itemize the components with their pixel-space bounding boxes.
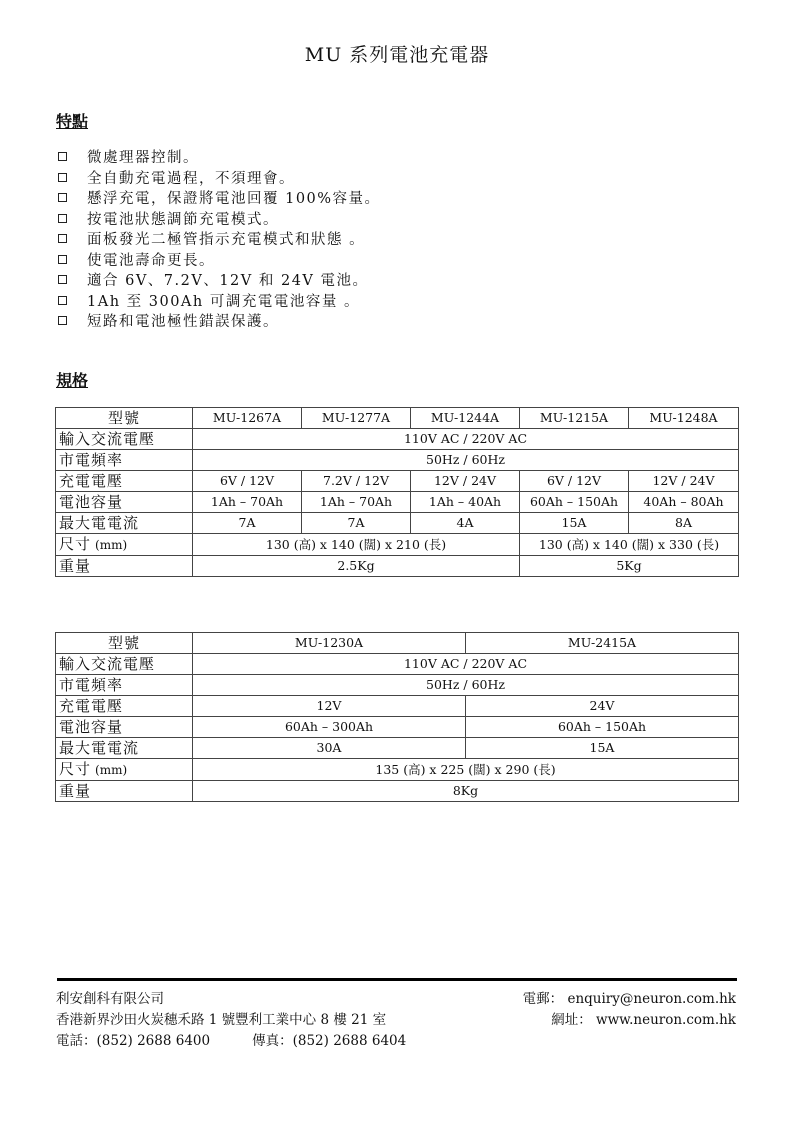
row-label-weight: 重量 [56,556,193,577]
email-line [523,989,736,1010]
size-cell: 135 (高) x 225 (闊) x 290 (長) [193,759,739,781]
current-cell: 8A [629,513,739,534]
feature-item: 微處理器控制。 [58,148,381,169]
table-row [56,513,739,534]
checkbox-bullet-icon [58,316,67,325]
table-row [56,556,739,577]
checkbox-bullet-icon [58,275,67,284]
table-row [56,738,739,759]
model-cell: MU-1267A [193,408,302,429]
table-row [56,492,739,513]
table-row [56,696,739,717]
current-cell: 15A [466,738,739,759]
row-label-capacity: 電池容量 [56,492,193,513]
charge-voltage-cell: 12V / 24V [411,471,520,492]
row-label-model: 型號 [56,408,193,429]
tel-number: (852) 2688 6400 [96,1033,211,1049]
capacity-cell: 1Ah – 70Ah [302,492,411,513]
row-label-model: 型號 [56,633,193,654]
size-label: 尺寸 [59,535,92,553]
model-cell: MU-1248A [629,408,739,429]
current-cell: 30A [193,738,466,759]
size-unit: (mm) [95,538,128,552]
size-cell: 130 (高) x 140 (闊) x 330 (長) [520,534,739,556]
checkbox-bullet-icon [58,193,67,202]
footer-online [523,989,736,1031]
size-label: 尺寸 [59,760,92,778]
phone-fax-line [56,1031,406,1052]
feature-item: 全自動充電過程，不須理會。 [58,169,381,190]
table-row [56,717,739,738]
capacity-cell: 1Ah – 40Ah [411,492,520,513]
footer-divider [57,978,737,981]
charge-voltage-cell: 6V / 12V [193,471,302,492]
web-label: 網址： [551,1012,592,1028]
row-label-input: 輸入交流電壓 [56,654,193,675]
table-row [56,759,739,781]
charge-voltage-cell: 24V [466,696,739,717]
model-cell: MU-1244A [411,408,520,429]
capacity-cell: 60Ah – 150Ah [520,492,629,513]
table-row [56,654,739,675]
row-label-charge-voltage: 充電電壓 [56,696,193,717]
feature-item: 適合 6V、7.2V、12V 和 24V 電池。 [58,271,381,292]
spec-table-1 [55,407,739,577]
fax-label: 傳真： [252,1033,293,1049]
feature-item: 按電池狀態調節充電模式。 [58,210,381,231]
row-label-size [56,759,193,781]
company-address: 香港新界沙田火炭穗禾路 1 號豐利工業中心 8 樓 21 室 [56,1012,387,1028]
tel-label: 電話： [56,1033,97,1049]
charge-voltage-cell: 12V [193,696,466,717]
feature-item: 短路和電池極性錯誤保護。 [58,312,381,333]
input-voltage-cell: 110V AC / 220V AC [193,654,739,675]
input-voltage-cell: 110V AC / 220V AC [193,429,739,450]
checkbox-bullet-icon [58,214,67,223]
email-link[interactable]: enquiry@neuron.com.hk [567,991,736,1007]
feature-item: 懸浮充電，保證將電池回覆 100%容量。 [58,189,381,210]
fax-number: (852) 2688 6404 [292,1033,407,1049]
row-label-input: 輸入交流電壓 [56,429,193,450]
table-row [56,471,739,492]
row-label-capacity: 電池容量 [56,717,193,738]
model-cell: MU-2415A [466,633,739,654]
checkbox-bullet-icon [58,255,67,264]
row-label-weight: 重量 [56,781,193,802]
frequency-cell: 50Hz / 60Hz [193,450,739,471]
row-label-max-current: 最大電電流 [56,513,193,534]
row-label-max-current: 最大電電流 [56,738,193,759]
website-link[interactable]: www.neuron.com.hk [596,1012,736,1028]
table-row [56,450,739,471]
weight-cell: 5Kg [520,556,739,577]
table-row [56,429,739,450]
weight-cell: 8Kg [193,781,739,802]
row-label-frequency: 市電頻率 [56,450,193,471]
email-label: 電郵： [522,991,564,1007]
checkbox-bullet-icon [58,296,67,305]
feature-item: 1Ah 至 300Ah 可調充電電池容量 。 [58,292,381,313]
table-row [56,408,739,429]
footer-contact [56,989,406,1052]
row-label-charge-voltage: 充電電壓 [56,471,193,492]
capacity-cell: 60Ah – 300Ah [193,717,466,738]
table-row [56,781,739,802]
web-line [523,1010,736,1031]
capacity-cell: 40Ah – 80Ah [629,492,739,513]
capacity-cell: 1Ah – 70Ah [193,492,302,513]
company-name: 利安創科有限公司 [56,991,164,1007]
feature-item: 面板發光二極管指示充電模式和狀態 。 [58,230,381,251]
checkbox-bullet-icon [58,173,67,182]
size-cell: 130 (高) x 140 (闊) x 210 (長) [193,534,520,556]
row-label-size [56,534,193,556]
weight-cell: 2.5Kg [193,556,520,577]
table-row [56,534,739,556]
size-unit: (mm) [95,763,128,777]
current-cell: 4A [411,513,520,534]
document-title: MU 系列電池充電器 [304,44,490,66]
current-cell: 7A [193,513,302,534]
table-row [56,633,739,654]
row-label-frequency: 市電頻率 [56,675,193,696]
charge-voltage-cell: 12V / 24V [629,471,739,492]
charge-voltage-cell: 6V / 12V [520,471,629,492]
features-list [58,148,381,333]
features-heading: 特點 [56,112,89,131]
spec-table-2 [55,632,739,802]
spec-heading: 規格 [56,371,89,390]
current-cell: 15A [520,513,629,534]
frequency-cell: 50Hz / 60Hz [193,675,739,696]
model-cell: MU-1215A [520,408,629,429]
current-cell: 7A [302,513,411,534]
checkbox-bullet-icon [58,234,67,243]
feature-item: 使電池壽命更長。 [58,251,381,272]
model-cell: MU-1230A [193,633,466,654]
model-cell: MU-1277A [302,408,411,429]
checkbox-bullet-icon [58,152,67,161]
table-row [56,675,739,696]
capacity-cell: 60Ah – 150Ah [466,717,739,738]
charge-voltage-cell: 7.2V / 12V [302,471,411,492]
